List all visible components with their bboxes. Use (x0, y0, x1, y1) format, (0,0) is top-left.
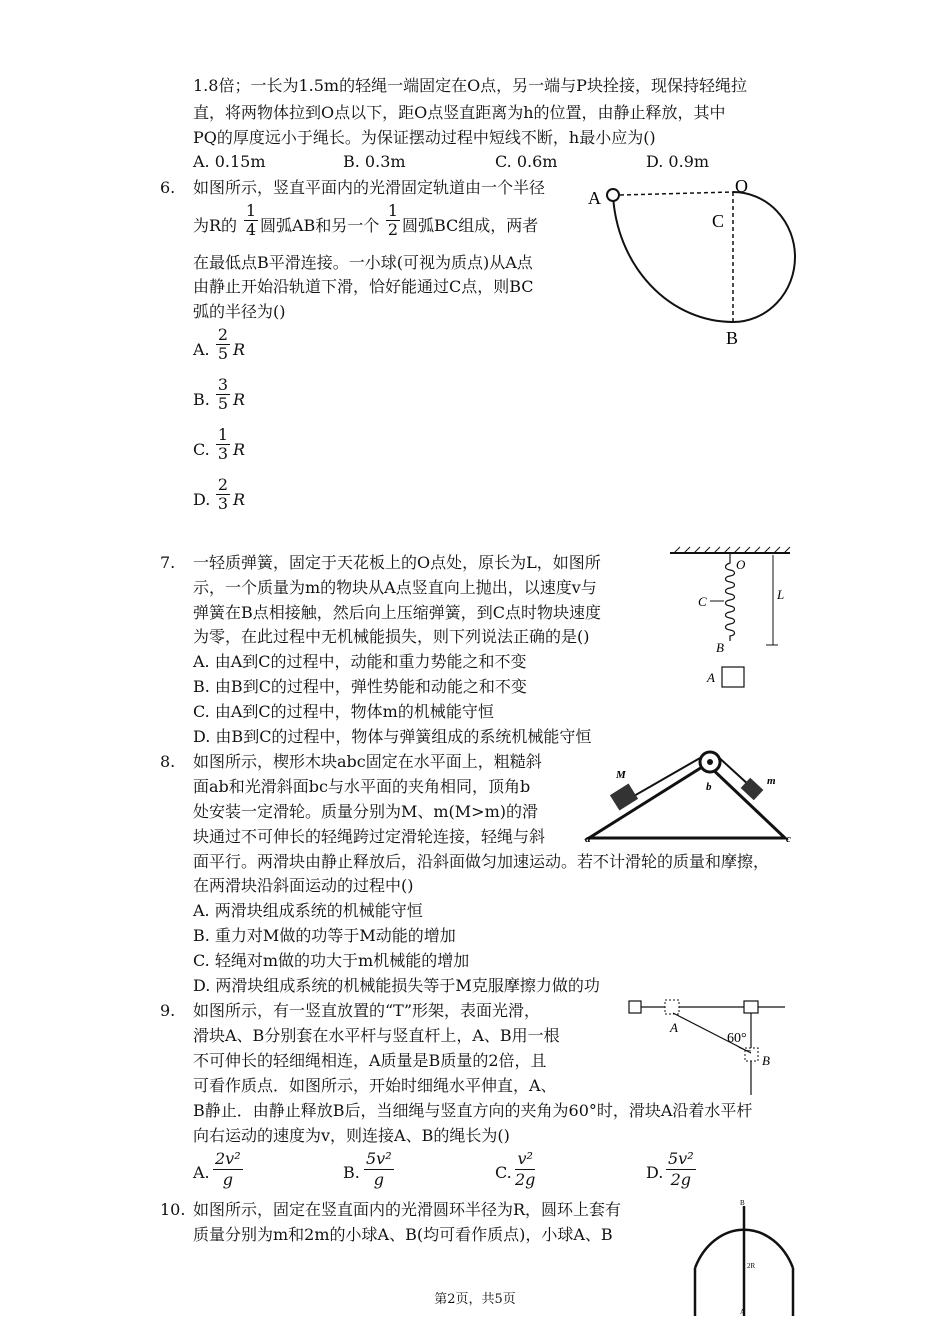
q7-spring-figure (670, 545, 800, 695)
q9-line6: 向右运动的速度为v，则连接A、B的绳长为() (193, 1126, 510, 1145)
q9-option-c-label: C. (495, 1163, 512, 1182)
q9-option-a-frac (213, 1149, 243, 1190)
q6-frac-half (386, 202, 400, 239)
label-c: c (786, 833, 791, 845)
q7-line2: 示，一个质量为m的物块从A点竖直向上抛出，以速度v与 (193, 578, 597, 597)
label-angle: 60° (727, 1031, 747, 1046)
q10-number: 10. (160, 1200, 186, 1219)
q6-line2a: 为R的 (193, 216, 238, 235)
spring (726, 553, 735, 641)
q6-option-d-frac (216, 476, 230, 513)
ball (607, 189, 619, 201)
q8-line4: 块通过不可伸长的轻绳跨过定滑轮连接，轻绳与斜 (193, 827, 546, 846)
slider-b (745, 1048, 758, 1061)
label-a: A (588, 188, 601, 208)
q9-option-b-label: B. (343, 1163, 360, 1182)
q9-t-frame-figure (625, 995, 800, 1100)
q5-option-a: A. 0.15m (193, 152, 266, 171)
q6-option-c-unit: R (233, 440, 246, 459)
q9-line2: 滑块A、B分别套在水平杆与竖直杆上，A、B用一根 (193, 1026, 560, 1045)
q8-option-b: B. 重力对M做的功等于M动能的增加 (193, 926, 456, 945)
q9-line4: 可看作质点．如图所示，开始时细绳水平伸直，A、 (193, 1076, 557, 1095)
slider-a (665, 1000, 679, 1014)
q6-option-d-label: D. (193, 490, 211, 509)
q9-option-b-frac (364, 1149, 394, 1190)
q7-option-c: C. 由A到C的过程中，物体m的机械能守恒 (193, 702, 494, 721)
q6-number: 6. (160, 178, 176, 197)
label-b: B (762, 1053, 770, 1068)
block-a (722, 667, 744, 687)
label-small-m: m (767, 775, 776, 787)
q6-line2b: 圆弧AB和另一个 (260, 216, 380, 235)
frac-den: 5 (217, 394, 229, 413)
label-bottom-ball: A (740, 1308, 746, 1316)
block-m-large (610, 784, 638, 811)
frac-den: 3 (217, 494, 229, 513)
q6-line2c: 圆弧BC组成，两者 (402, 216, 539, 235)
label-o: O (735, 176, 748, 196)
arc-bc (733, 192, 795, 322)
frac-den: 5 (217, 344, 229, 363)
q5-line2: 直，将两物体拉到O点以下，距O点竖直距离为h的位置，由静止释放，其中 (193, 103, 726, 122)
q7-option-d: D. 由B到C的过程中，物体与弹簧组成的系统机械能守恒 (193, 727, 592, 746)
q9-option-d-frac (666, 1149, 696, 1190)
frac-num: v² (515, 1149, 535, 1170)
rope-left (627, 754, 707, 800)
label-c: C (698, 594, 707, 609)
pulley-axle (707, 759, 713, 765)
q6-line4: 由静止开始沿轨道下滑，恰好能通过C点，则BC (193, 277, 534, 296)
q8-line2: 面ab和光滑斜面bc与水平面的夹角相同，顶角b (193, 777, 531, 796)
frac-num: 2 (217, 475, 229, 494)
frac-den: 4 (245, 220, 257, 239)
joint (744, 1001, 758, 1013)
q9-line3: 不可伸长的轻细绳相连，A质量是B质量的2倍，且 (193, 1051, 547, 1070)
label-o: O (736, 557, 746, 572)
label-b: B (726, 328, 739, 348)
q9-line5: B静止．由静止释放B后，当细绳与竖直方向的夹角为60°时，滑块A沿着水平杆 (193, 1101, 753, 1120)
label-b: B (716, 640, 724, 655)
label-a: A (670, 1020, 678, 1035)
label-c: C (712, 211, 725, 231)
q8-option-d: D. 两滑块组成系统的机械能损失等于M克服摩擦力做的功 (193, 976, 600, 995)
frac-num: 1 (245, 201, 257, 220)
q6-line1: 如图所示，竖直平面内的光滑固定轨道由一个半径 (193, 178, 546, 197)
frac-num: 3 (217, 375, 229, 394)
q10-line2: 质量分别为m和2m的小球A、B(均可看作质点)，小球A、B (193, 1225, 613, 1244)
q6-option-a-label: A. (193, 340, 210, 359)
q8-option-c: C. 轻绳对m做的功大于m机械能的增加 (193, 951, 470, 970)
q9-option-d-label: D. (646, 1163, 664, 1182)
q6-line5: 弧的半径为() (193, 302, 286, 321)
q5-line3: PQ的厚度远小于绳长。为保证摆动过程中短线不断，h最小应为() (193, 128, 656, 147)
q6-option-c-label: C. (193, 440, 210, 459)
q5-option-b: B. 0.3m (343, 152, 406, 171)
q7-option-b: B. 由B到C的过程中，弹性势能和动能之和不变 (193, 677, 527, 696)
q6-line3: 在最低点B平滑连接。一小球(可视为质点)从A点 (193, 253, 533, 272)
dashed-radius (620, 192, 733, 195)
label-big-m: M (616, 769, 626, 781)
q8-line5: 面平行。两滑块由静止释放后，沿斜面做匀加速运动。若不计滑轮的质量和摩擦， (193, 852, 770, 871)
q8-number: 8. (160, 752, 176, 771)
q6-option-c-frac (216, 426, 230, 463)
label-b: b (706, 781, 712, 793)
q8-line6: 在两滑块沿斜面运动的过程中() (193, 876, 414, 895)
q5-option-c: C. 0.6m (495, 152, 558, 171)
q8-line1: 如图所示，楔形木块abc固定在水平面上，粗糙斜 (193, 752, 542, 771)
q5-line1: 1.8倍；一长为1.5m的轻绳一端固定在O点，另一端与P块拴接，现保持轻绳拉 (193, 76, 747, 95)
label-length: 2R (747, 1262, 756, 1270)
frac-den: 2g (670, 1170, 692, 1189)
q10-line1: 如图所示，固定在竖直面内的光滑圆环半径为R，圆环上套有 (193, 1200, 622, 1219)
q8-line3: 处安装一定滑轮。质量分别为M、m(M>m)的滑 (193, 802, 539, 821)
q9-line1: 如图所示，有一竖直放置的“T”形架，表面光滑， (193, 1001, 541, 1020)
label-a: a (585, 833, 591, 845)
label-a: A (707, 670, 715, 685)
q6-track-figure (580, 170, 780, 350)
frac-num: 1 (387, 201, 399, 220)
q6-option-a-frac (216, 326, 230, 363)
label-top-ball: B (740, 1199, 745, 1207)
q8-wedge-figure (585, 750, 795, 845)
frac-num: 1 (217, 425, 229, 444)
label-l: L (777, 587, 785, 602)
q9-option-c-frac (515, 1149, 535, 1190)
frac-den: g (373, 1170, 384, 1189)
q5-option-d: D. 0.9m (646, 152, 710, 171)
q7-line3: 弹簧在B点相接触，然后向上压缩弹簧，到C点时物块速度 (193, 603, 602, 622)
page-footer: 第2页，共5页 (434, 1292, 516, 1307)
q6-option-d-unit: R (233, 490, 246, 509)
left-stop (629, 1001, 641, 1013)
q7-number: 7. (160, 553, 176, 572)
frac-num: 2v² (215, 1149, 241, 1168)
q6-option-b-frac (216, 376, 230, 413)
frac-den: 2g (515, 1170, 536, 1189)
q9-option-a-label: A. (193, 1163, 210, 1182)
frac-den: 3 (217, 444, 229, 463)
q6-frac-quarter (244, 202, 258, 239)
frac-num: 2 (217, 325, 229, 344)
q8-option-a: A. 两滑块组成系统的机械能守恒 (193, 901, 423, 920)
q7-option-a: A. 由A到C的过程中，动能和重力势能之和不变 (193, 652, 527, 671)
q7-line1: 一轻质弹簧，固定于天花板上的O点处，原长为L，如图所 (193, 553, 601, 572)
frac-den: g (222, 1170, 233, 1189)
q6-option-b-label: B. (193, 390, 210, 409)
frac-num: 5v² (668, 1149, 694, 1168)
q7-line4: 为零，在此过程中无机械能损失，则下列说法正确的是() (193, 627, 590, 646)
frac-den: 2 (387, 220, 399, 239)
q9-number: 9. (160, 1001, 176, 1020)
frac-num: 5v² (366, 1149, 392, 1168)
q6-option-a-unit: R (233, 340, 246, 359)
q6-option-b-unit: R (233, 390, 246, 409)
